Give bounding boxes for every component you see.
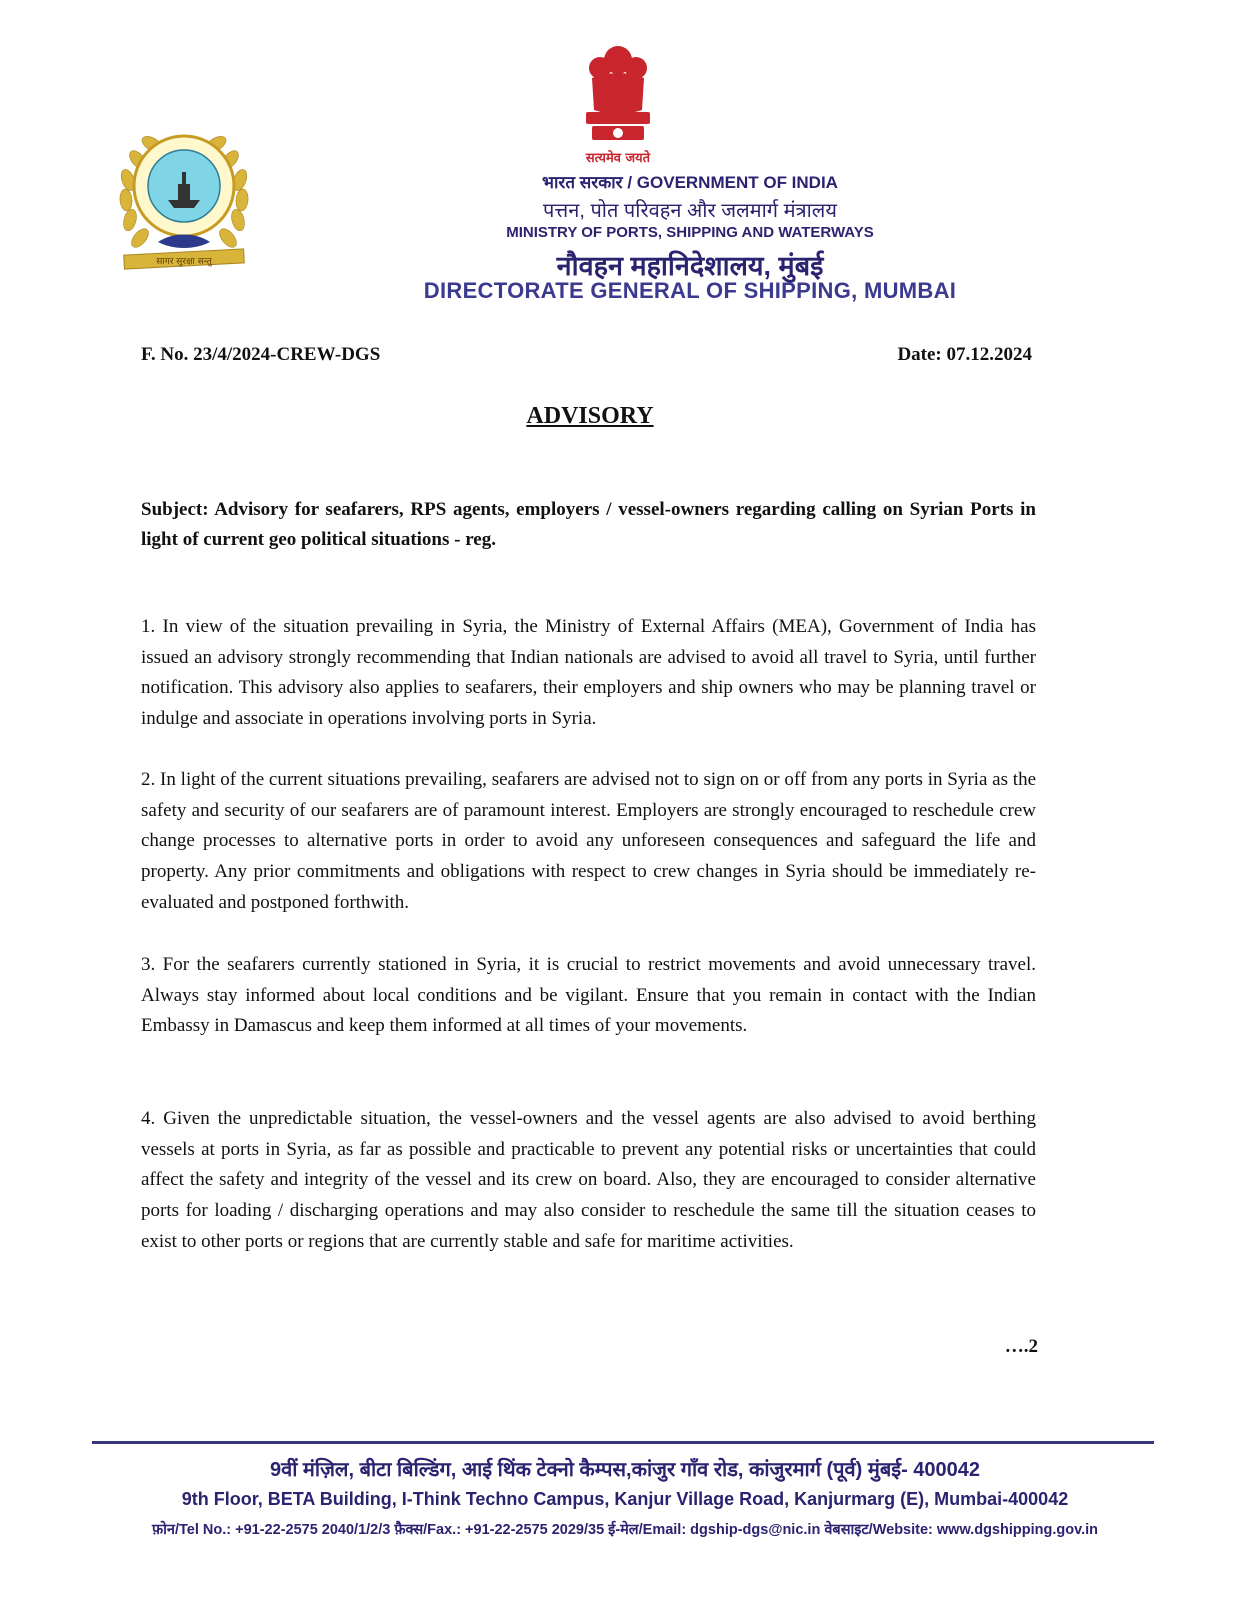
national-emblem: [572, 38, 664, 166]
dgs-logo-text: [0, 0, 1, 1]
dgs-logo: [118, 120, 250, 275]
file-number: F. No. 23/4/2024-CREW-DGS: [141, 344, 381, 365]
footer-address: 9th Floor, BETA Building, I-Think Techno Campus, Kanjur Village Road, Kanjurmarg (E), Mumbai-400042: [181, 1489, 1069, 1509]
paragraph-4: 4. Given the unpredictable situation, the vessel-owners and the vessel agents are also advised to avoid berthing vessels at ports in Syria, as far as possible and practicable to prevent any potential risks or uncertainties that could affect the safety and integrity of the vessel and its crew on board. Also, they are encouraged to consider alternative ports for loading / discharging operations and may also consider to reschedule the same till the situation ceases to exist to other ports or regions that are currently stable and safe for maritime activities.: [141, 1108, 1036, 1252]
dgs-logo-motto: सागर सुरक्षा सन्तु: [156, 257, 212, 267]
emblem-motto: सत्यमेव जयते: [585, 151, 651, 166]
footer-contact: फ़ोन/Tel No.: +91-22-2575 2040/1/2/3 फ़ैक्स/Fax.: +91-22-2575 2029/35 ई-मेल/Email: dgship-dgs@nic.in वेबसाइट/Website: www.dgshipping.gov.in: [152, 1522, 1098, 1538]
header-dgs: DIRECTORATE GENERAL OF SHIPPING, MUMBAI: [423, 278, 957, 303]
footer-address-hindi: 9वीं मंज़िल, बीटा बिल्डिंग, आई थिंक टेक्नो कैम्पस,कांजुर गाँव रोड, कांजुरमार्ग (पूर्व) मुंबई- 400042: [269, 1459, 981, 1481]
header-government: भारत सरकार / GOVERNMENT OF INDIA: [542, 173, 838, 192]
paragraph-3: 3. For the seafarers currently stationed in Syria, it is crucial to restrict movements and avoid unnecessary travel. Always stay informed about local conditions and be vigilant. Ensure that you remain in contact with the Indian Embassy in Damascus and keep them informed at all times of your movements.: [141, 954, 1036, 1037]
page-continuation: ….2: [1004, 1336, 1038, 1357]
paragraph-1: 1. In view of the situation prevailing in Syria, the Ministry of External Affairs (MEA), Government of India has issued an advisory strongly recommending that Indian nationals are advised to avoid all travel to Syria, until further notification. This advisory also applies to seafarers, their employers and ship owners who may be planning travel or indulge and associate in operations involving ports in Syria.: [141, 616, 1036, 730]
document-date: Date: 07.12.2024: [897, 344, 1032, 365]
header-dgs-hindi: नौवहन महानिदेशालय, मुंबई: [556, 251, 824, 281]
header-ministry-hindi: पत्तन, पोत परिवहन और जलमार्ग मंत्रालय: [543, 200, 837, 222]
footer-divider: [92, 1441, 1154, 1444]
subject-line: Subject: Advisory for seafarers, RPS agents, employers / vessel-owners regarding calling on Syrian Ports in light of current geo political situations - reg.: [141, 499, 1036, 550]
header-ministry: MINISTRY OF PORTS, SHIPPING AND WATERWAYS: [506, 224, 874, 241]
document-title: ADVISORY: [526, 403, 654, 429]
paragraph-2: 2. In light of the current situations prevailing, seafarers are advised not to sign on or off from any ports in Syria as the safety and security of our seafarers are of paramount interest. Employers are strongly encouraged to reschedule crew change processes to alternative ports in order to avoid any unforeseen consequences and safeguard the life and property. Any prior commitments and obligations with respect to crew changes in Syria should be immediately re-evaluated and postponed forthwith.: [141, 769, 1036, 913]
